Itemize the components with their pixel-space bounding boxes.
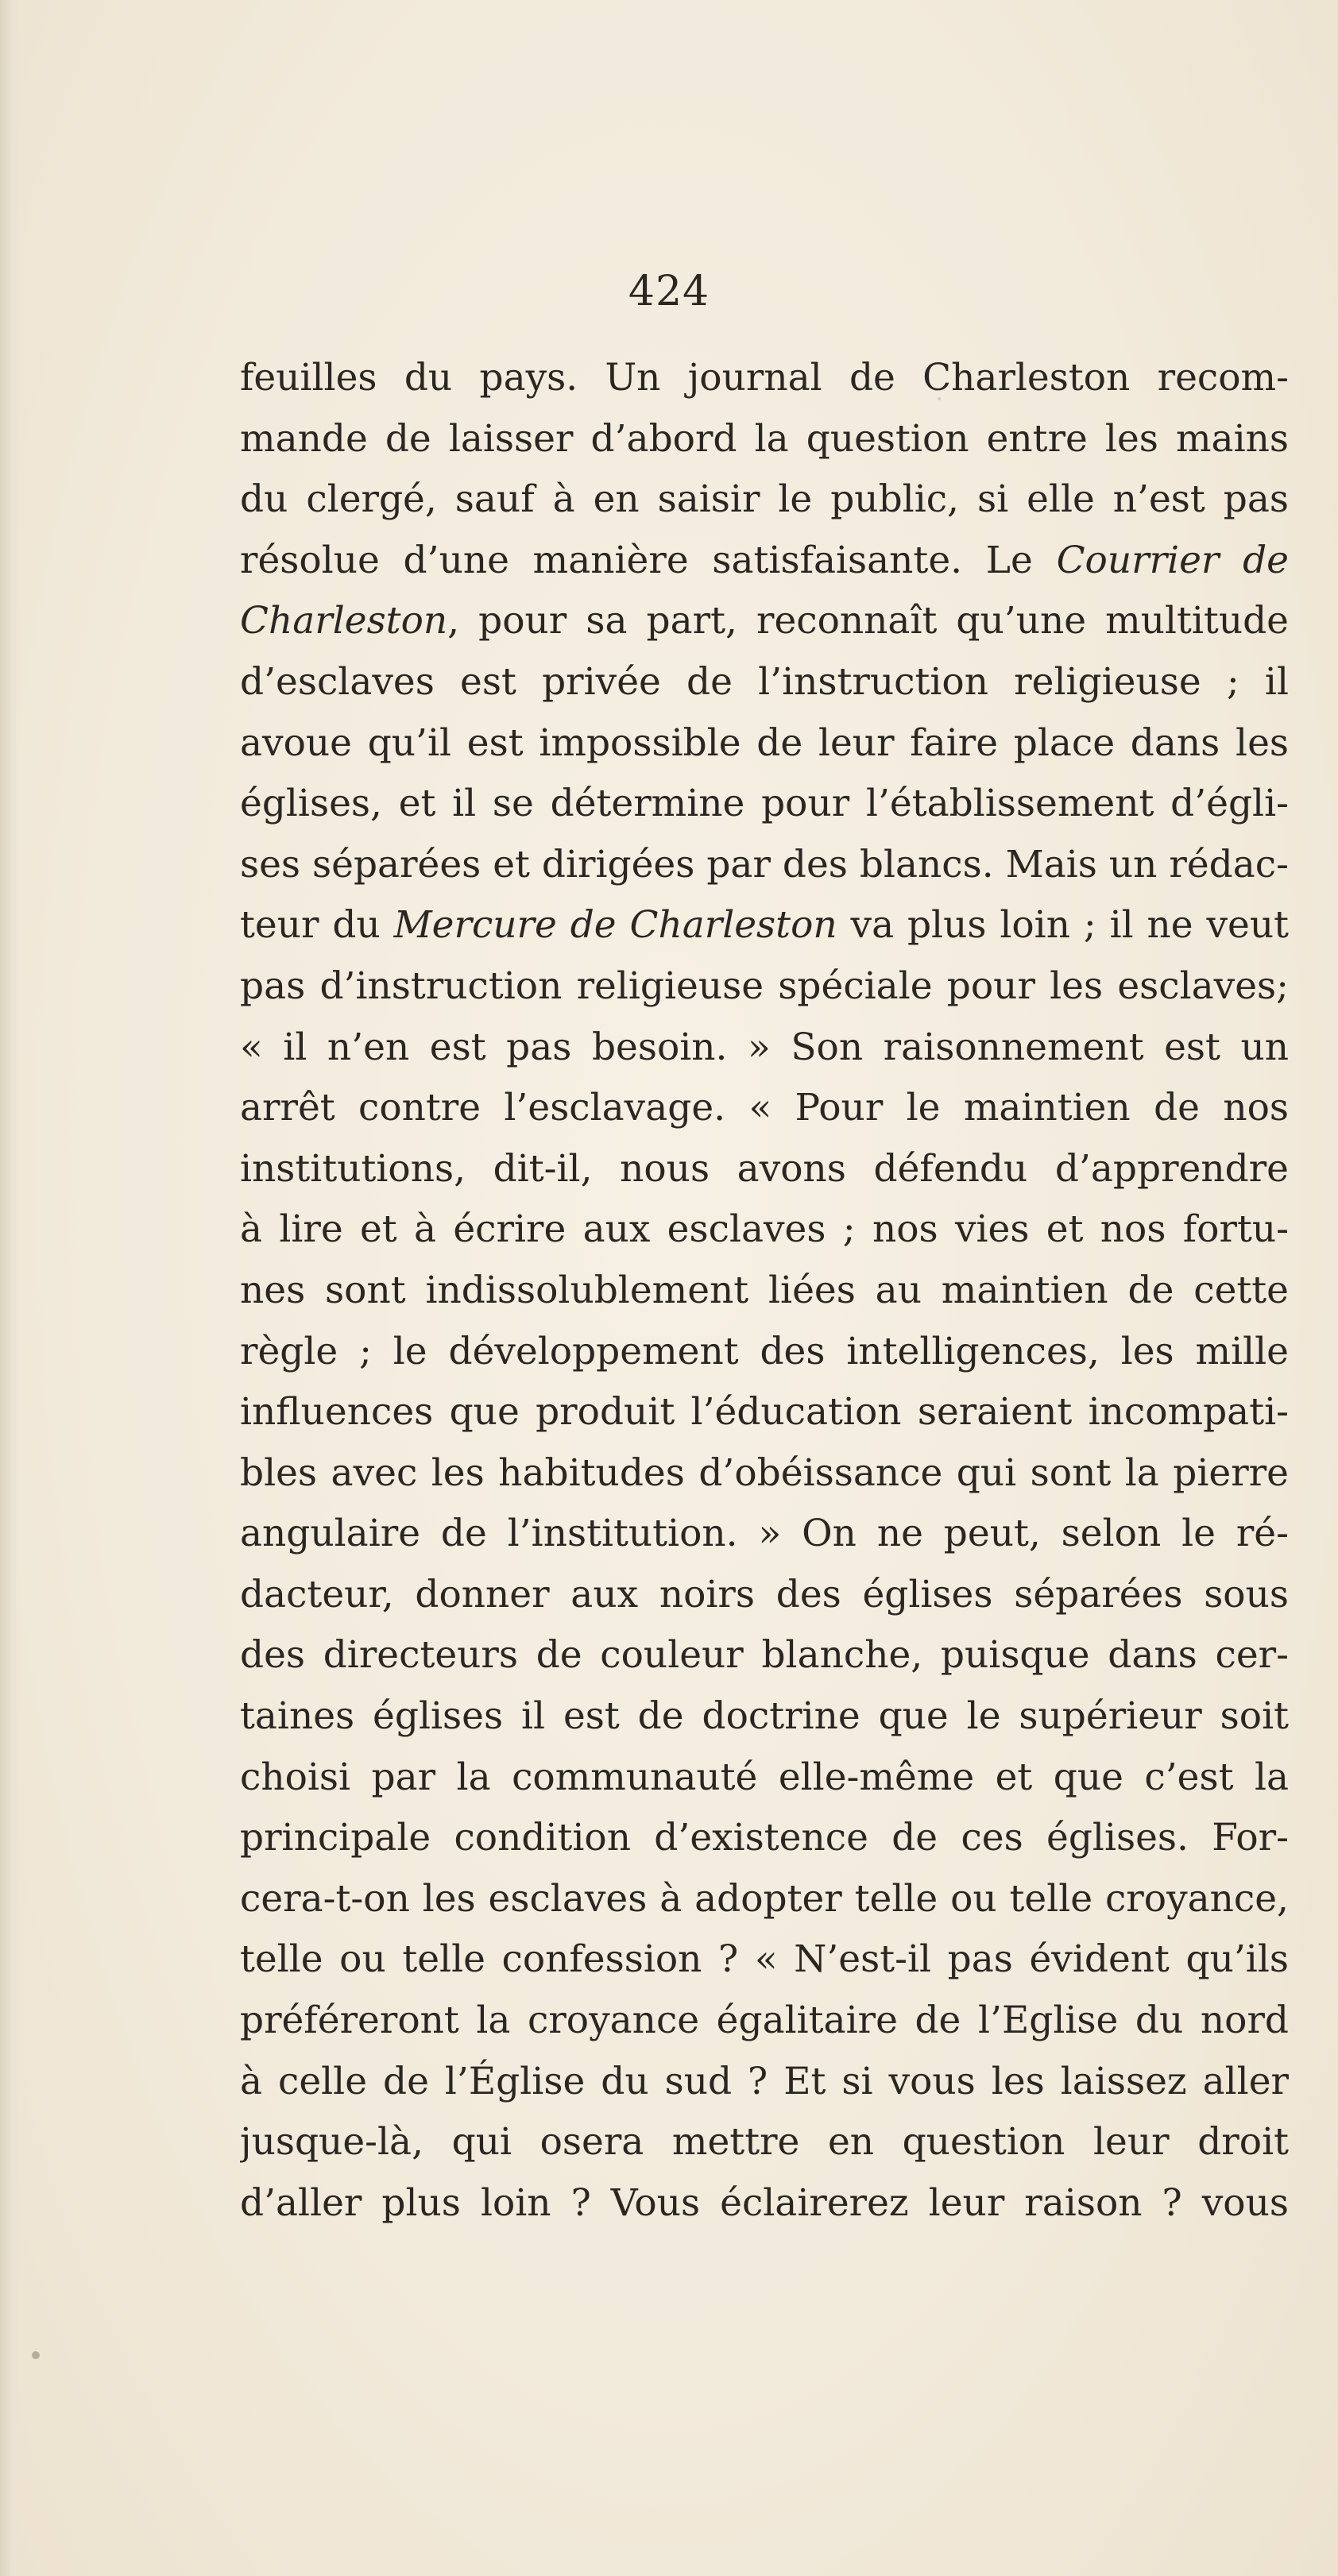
text-line: institutions, dit-il, nous avons défendu d’apprendre	[240, 1146, 1289, 1191]
text-line: pas d’instruction religieuse spéciale pour les esclaves;	[240, 964, 1289, 1008]
text-line: choisi par la communauté elle-même et que c’est la	[240, 1755, 1289, 1799]
text-line: avoue qu’il est impossible de leur faire place dans les	[240, 720, 1289, 765]
body-text	[240, 348, 1289, 2234]
text-line: « il n’en est pas besoin. » Son raisonnement est un	[240, 1025, 1289, 1069]
text-line: des directeurs de couleur blanche, puisque dans cer-	[240, 1633, 1289, 1678]
text-line: d’esclaves est privée de l’instruction religieuse ; il	[240, 659, 1289, 704]
text-line: jusque-là, qui osera mettre en question leur droit	[240, 2120, 1289, 2165]
text-line: arrêt contre l’esclavage. « Pour le maintien de nos	[240, 1086, 1289, 1130]
text-line: mande de laisser d’abord la question entre les mains	[240, 416, 1289, 461]
text-line: bles avec les habitudes d’obéissance qui sont la pierre	[240, 1450, 1289, 1495]
text-line: nes sont indissolublement liées au maintien de cette	[240, 1268, 1289, 1312]
text-line: feuilles du pays. Un journal de Charleston recom-	[240, 356, 1289, 400]
text-line: dacteur, donner aux noirs des églises séparées sous	[240, 1572, 1289, 1616]
text-line: à lire et à écrire aux esclaves ; nos vies et nos fortu-	[240, 1207, 1289, 1252]
text-line: églises, et il se détermine pour l’établissement d’égli-	[240, 782, 1289, 826]
text-line: Charleston, pour sa part, reconnaît qu’une multitude	[240, 599, 1289, 643]
text-line: influences que produit l’éducation seraient incompati-	[240, 1390, 1289, 1435]
text-line: résolue d’une manière satisfaisante. Le Courrier de	[240, 538, 1289, 582]
text-line: ses séparées et dirigées par des blancs. Mais un rédac-	[240, 842, 1289, 886]
text-line: teur du Mercure de Charleston va plus loin ; il ne veut	[240, 903, 1289, 948]
text-line: règle ; le développement des intelligences, les mille	[240, 1329, 1289, 1373]
text-line: cera-t-on les esclaves à adopter telle ou telle croyance,	[240, 1876, 1289, 1921]
text-line: du clergé, sauf à en saisir le public, si elle n’est pas	[240, 477, 1289, 522]
text-line: à celle de l’Église du sud ? Et si vous les laissez aller	[240, 2059, 1289, 2103]
text-line: angulaire de l’institution. » On ne peut, selon le ré-	[240, 1512, 1289, 1556]
text-line: d’aller plus loin ? Vous éclairerez leur raison ? vous	[240, 2180, 1289, 2225]
italic-title: Mercure de Charleston	[393, 903, 837, 948]
text-line: préféreront la croyance égalitaire de l’Eglise du nord	[240, 1999, 1289, 2043]
text-line: principale condition d’existence de ces églises. For-	[240, 1816, 1289, 1860]
binding-gutter	[0, 0, 21, 2576]
paper-speck	[32, 2351, 40, 2359]
page-number: 424	[628, 268, 710, 315]
italic-title: Charleston	[240, 599, 448, 643]
text-line: taines églises il est de doctrine que le supérieur soit	[240, 1694, 1289, 1739]
text-line: telle ou telle confession ? « N’est-il pas évident qu’ils	[240, 1937, 1289, 1982]
italic-title: Courrier de	[1056, 538, 1289, 582]
